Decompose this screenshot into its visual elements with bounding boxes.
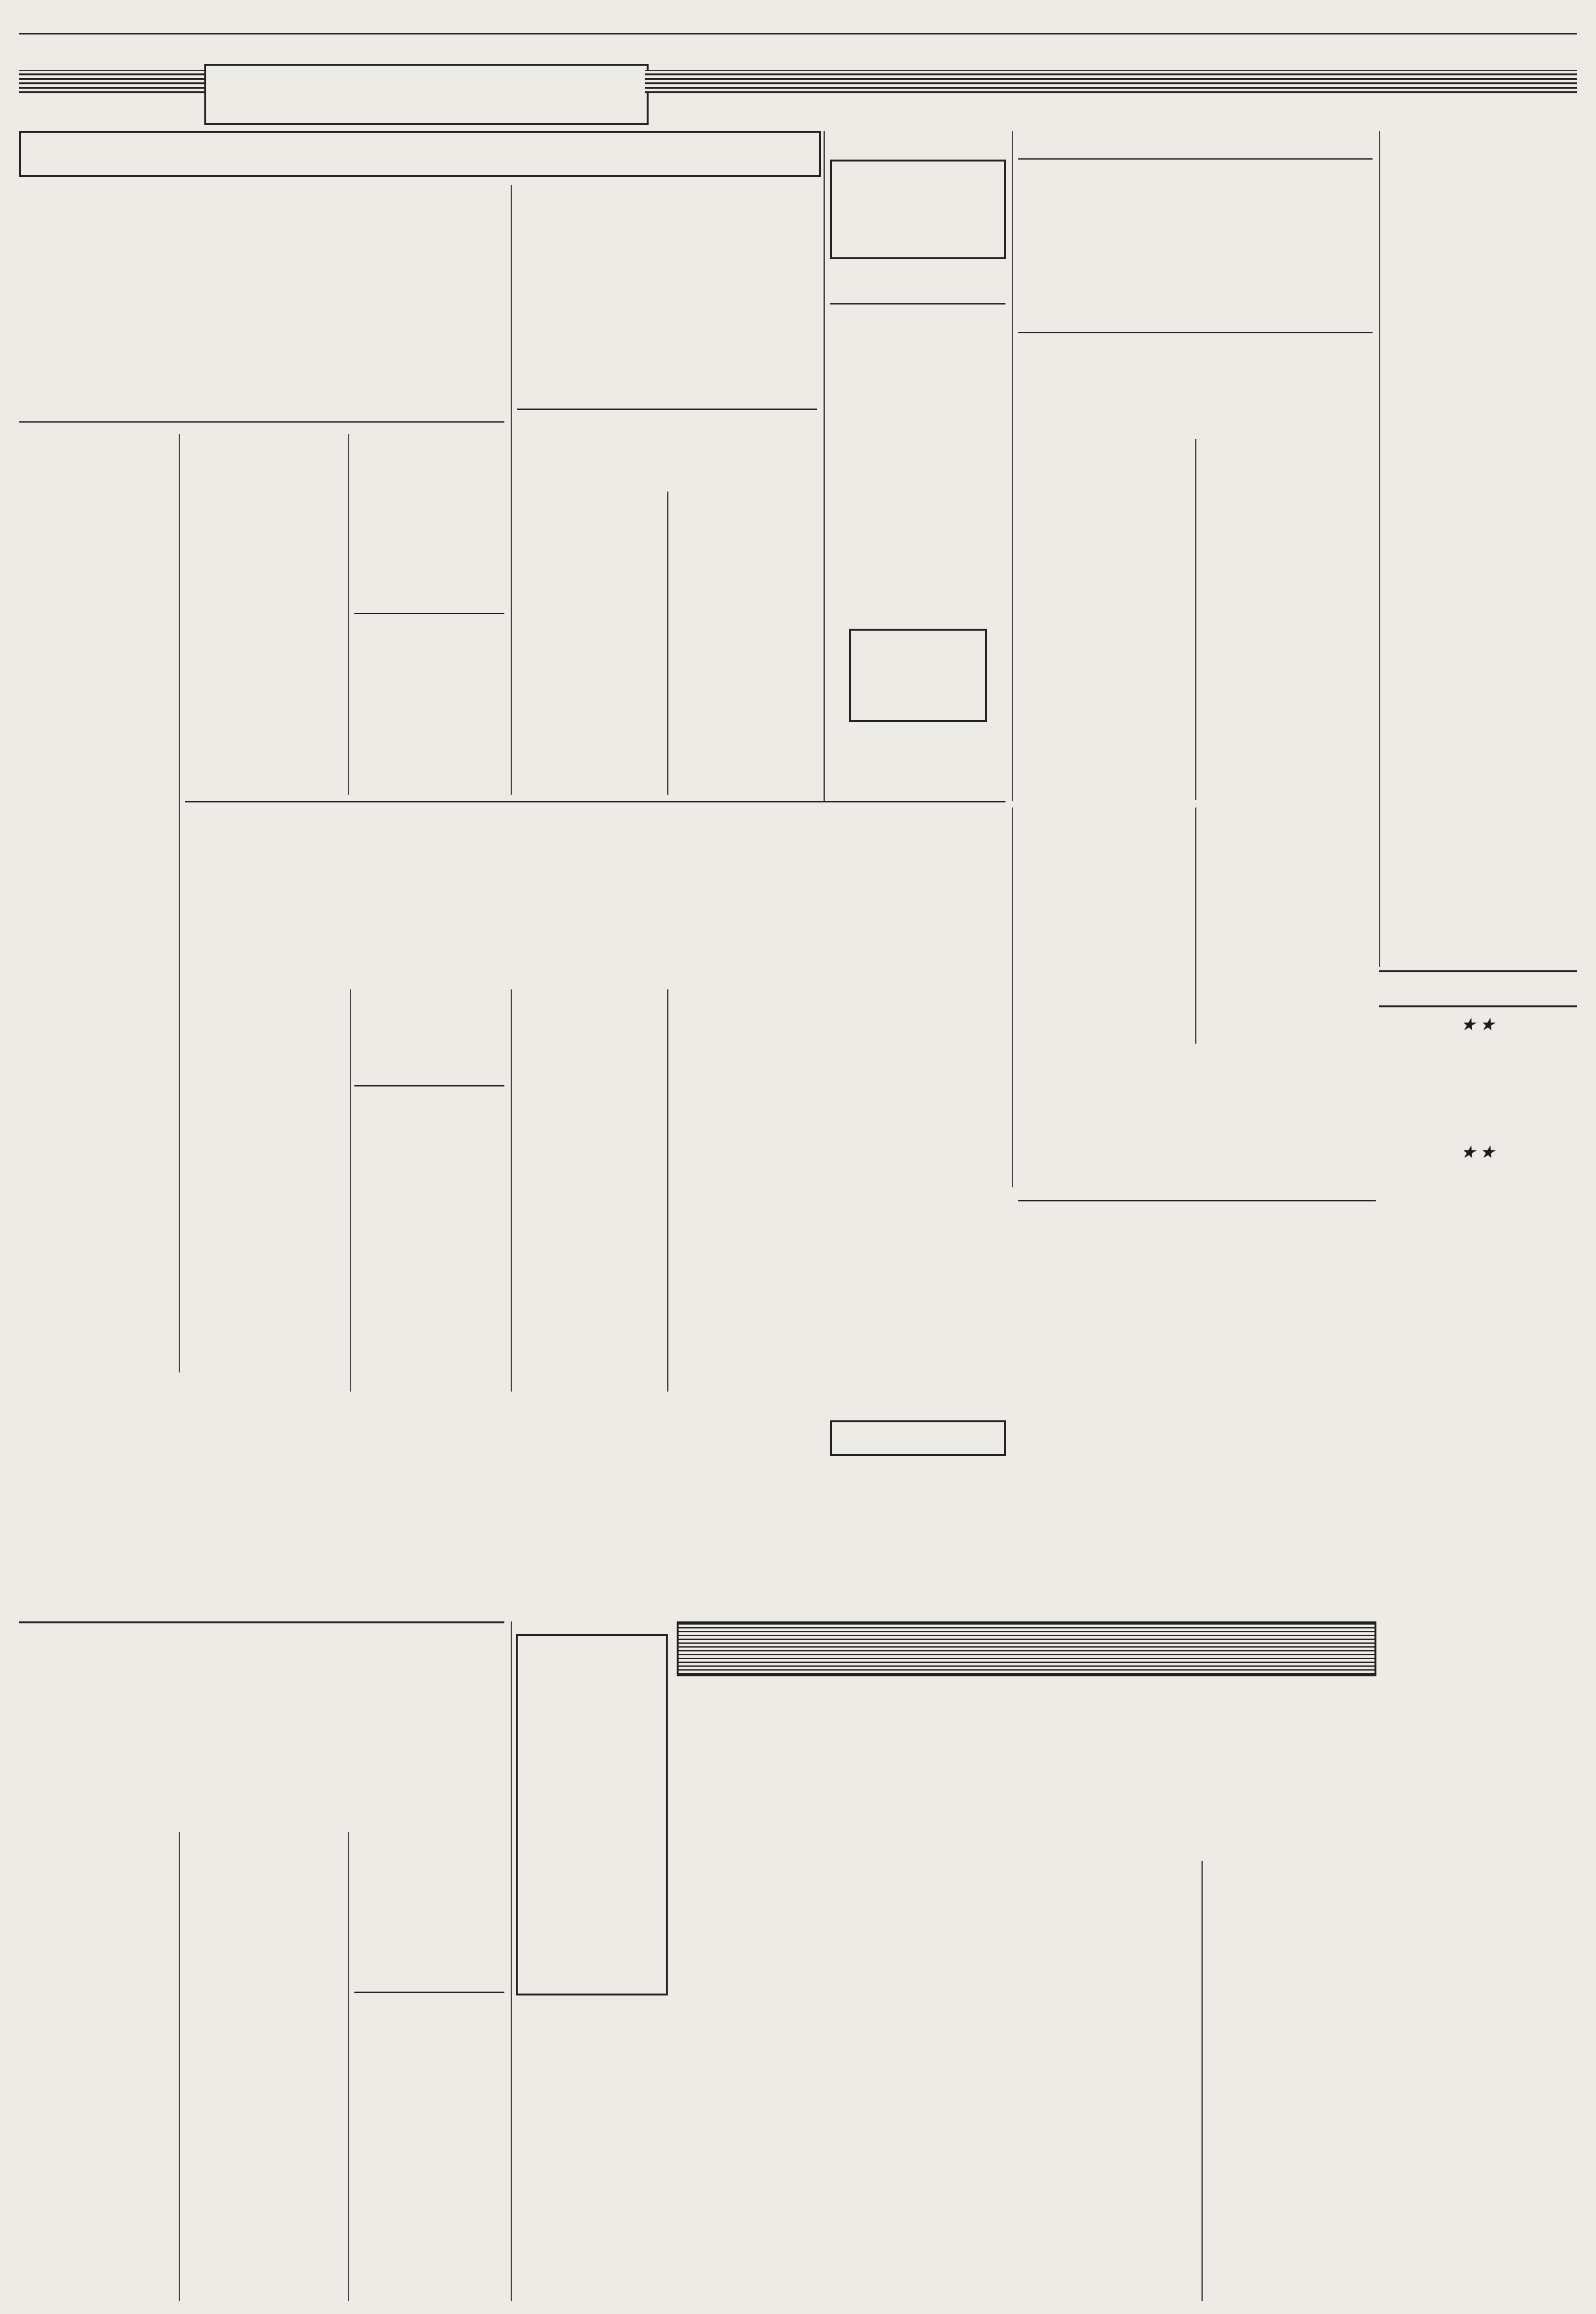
section-stripes-right (645, 70, 1577, 93)
spettacoli-arene-heading (1379, 1015, 1577, 1033)
capurso-left-rule (1012, 131, 1013, 801)
sport-body1 (677, 1875, 1021, 2303)
capurso-head-rule (1018, 332, 1373, 333)
polignano-body (1385, 723, 1577, 965)
scuole-body (830, 310, 1005, 622)
monopoli-body2 (672, 492, 817, 1194)
masthead-rule (19, 33, 1577, 34)
edilizia-body2 (354, 989, 504, 1079)
edilizia-top-rule (185, 801, 1005, 802)
monopoli-body1 (517, 506, 664, 793)
folclore-body (830, 739, 1005, 997)
alberobello-body (354, 678, 504, 796)
barletta-left-rule (1012, 808, 1013, 1187)
scuole-rule (830, 303, 1005, 304)
section-title-box (204, 64, 649, 125)
semifinale-left-rule (1201, 1861, 1203, 2301)
scuole-headline (832, 162, 1004, 164)
selva-box (516, 1634, 668, 1995)
coppa-body3 (354, 1832, 504, 1985)
monopoli-mid-rule (667, 492, 668, 795)
edilizia-rule3 (667, 989, 668, 1392)
palo-left-rule (1195, 808, 1196, 1044)
selva-left-rule (511, 1621, 512, 2301)
sport-body2 (1028, 1861, 1197, 2301)
triggiano-body (354, 2063, 504, 2267)
noci-body-col3 (354, 434, 504, 606)
section-stripes-left (19, 70, 204, 93)
coppa-body1 (19, 1846, 172, 2303)
folclore-headline-box (849, 629, 987, 722)
coppa-rule2 (348, 1832, 349, 2301)
star-icon: ★ (1461, 1015, 1481, 1033)
edilizia-rule2 (511, 989, 512, 1392)
coppa-body2 (185, 1832, 342, 2301)
mostre-box (830, 1420, 1006, 1456)
mostre-body (830, 1475, 1002, 1602)
sport-banner (677, 1621, 1376, 1676)
noci-col-rule2 (348, 434, 349, 795)
spettacoli-cinema-heading (1379, 1143, 1577, 1161)
noci-kicker-box (19, 131, 821, 177)
monopoli-rule (517, 409, 817, 410)
spettacoli-rule-top (1379, 970, 1577, 972)
scuole-left-rule (824, 131, 825, 801)
coppa-rule1 (179, 1832, 180, 2301)
folclore-headline (851, 631, 985, 637)
noci-col-rule1 (179, 434, 180, 1372)
monopoli-left-rule (511, 185, 512, 795)
spettacoli-rule-bottom (1379, 1005, 1577, 1007)
star-icon: ★ (1461, 1143, 1481, 1161)
tivat-body (1018, 1406, 1376, 1610)
barletta-body (1018, 1061, 1191, 1189)
edilizia-body1 (192, 1003, 345, 1393)
capurso-body2 (1200, 439, 1373, 801)
star-icon: ★ (1480, 1143, 1494, 1161)
noci-body (19, 450, 172, 1372)
semifinale-body (1207, 2057, 1373, 2299)
noci-sub-rule (19, 421, 504, 423)
edilizia-body4 (672, 1194, 817, 1385)
alberobello-rule (354, 613, 504, 614)
noci-body-col2 (185, 434, 342, 795)
altamura-body (1385, 295, 1577, 627)
edilizia-body3 (517, 989, 664, 1392)
tivat-top-rule (1018, 1200, 1376, 1201)
scuole-headline-box (830, 160, 1006, 259)
palo-body (1200, 901, 1373, 1042)
triggiano-rule (354, 1992, 504, 1993)
barletta-body2 (1200, 1047, 1373, 1175)
star-icon: ★ (1480, 1015, 1494, 1033)
altamura-left-rule (1379, 131, 1380, 967)
capurso-mid-rule (1195, 439, 1196, 800)
edilizia-rule1 (350, 989, 351, 1392)
vetrana-body (354, 1196, 504, 1391)
capurso-body1 (1018, 453, 1191, 801)
coppa-top-rule (19, 1621, 504, 1623)
spettacoli-box (1379, 970, 1577, 2304)
selva-body (518, 1642, 666, 1738)
capurso-kicker-rule (1018, 158, 1373, 160)
vetrana-rule (354, 1085, 504, 1086)
